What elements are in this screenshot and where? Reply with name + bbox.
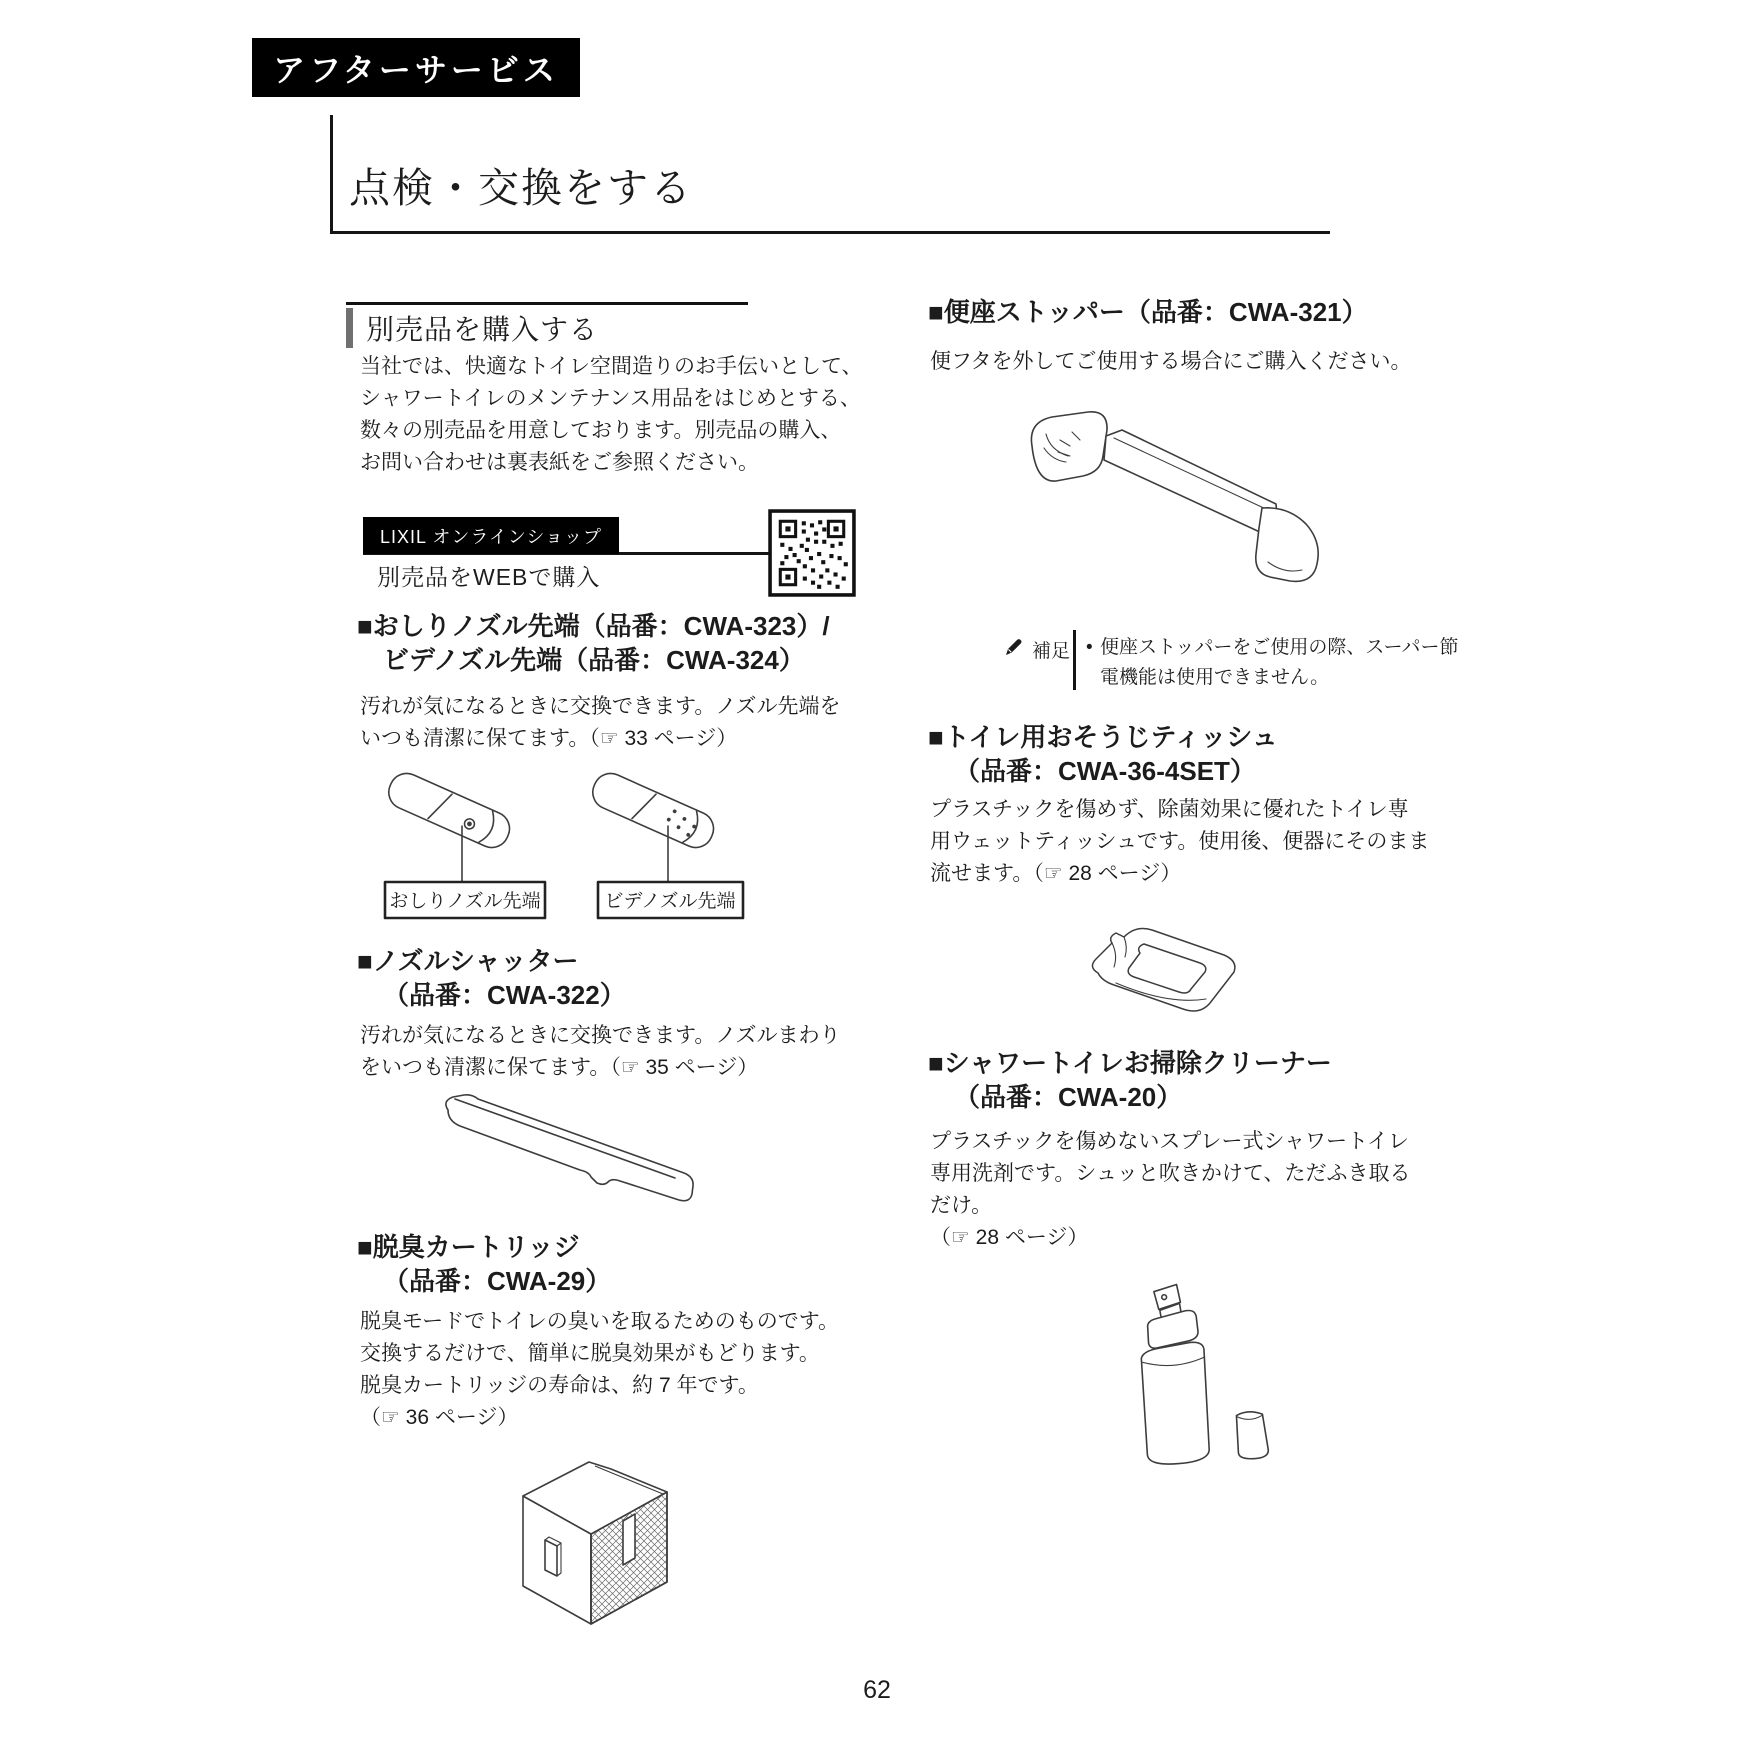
heading-line: （品番：CWA-322） xyxy=(383,980,626,1010)
text-line: 汚れが気になるときに交換できます。ノズルまわり xyxy=(360,1024,841,1047)
text-line: 交換するだけで、簡単に脱臭効果がもどります。 xyxy=(360,1342,820,1365)
heading-line: ■脱臭カートリッジ xyxy=(357,1232,580,1262)
text-line: お問い合わせは裏表紙をご参照ください。 xyxy=(360,451,759,474)
product-heading-tissue xyxy=(928,720,1278,788)
page-number: 62 xyxy=(863,1676,891,1704)
product-heading-nozzle-tips xyxy=(357,609,830,677)
nozzle-tips-body xyxy=(360,691,840,755)
pencil-icon xyxy=(1004,637,1024,657)
text-line: 数々の別売品を用意しております。別売品の購入、 xyxy=(360,419,842,442)
text-line: 電機能は使用できません。 xyxy=(1100,667,1330,688)
heading-line: ■ノズルシャッター xyxy=(357,946,579,976)
heading-line: （品番：CWA-29） xyxy=(383,1266,612,1296)
product-heading-seat-stopper xyxy=(928,295,1368,329)
heading-line: （品番：CWA-20） xyxy=(954,1082,1183,1112)
spray-bottle-illustration xyxy=(1088,1270,1298,1475)
nozzle-shutter-illustration xyxy=(428,1090,713,1212)
text-line: 用ウェットティッシュです。使用後、便器にそのまま xyxy=(930,830,1430,853)
text-line: をいつも清潔に保てます。（☞ 35 ページ） xyxy=(360,1056,759,1079)
text-line: いつも清潔に保てます。（☞ 33 ページ） xyxy=(360,727,738,750)
product-heading-deodorizer xyxy=(357,1230,611,1298)
tissue-body xyxy=(930,794,1429,890)
nozzle-tips-illustration xyxy=(360,766,800,926)
heading-line: ■おしりノズル先端（品番：CWA-323）/ xyxy=(357,611,830,641)
tissue-pack-illustration xyxy=(1078,913,1268,1028)
shop-caption: 別売品をWEBで購入 xyxy=(377,564,601,590)
purchase-intro xyxy=(360,351,863,479)
seat-stopper-body xyxy=(930,346,1412,378)
section-purchase-heading xyxy=(346,302,748,351)
text-line: （☞ 36 ページ） xyxy=(360,1406,519,1429)
lixil-shop-badge: LIXIL オンラインショップ xyxy=(363,517,619,554)
product-heading-nozzle-shutter xyxy=(357,944,626,1012)
qr-code-icon xyxy=(768,509,856,597)
section-heading-text: 別売品を購入する xyxy=(366,314,599,345)
text-line: 便フタを外してご使用する場合にご購入ください。 xyxy=(930,350,1412,373)
heading-line: ■トイレ用おそうじティッシュ xyxy=(928,722,1278,752)
title-rule xyxy=(330,231,1330,234)
heading-line: ■便座ストッパー（品番：CWA-321） xyxy=(928,297,1368,327)
heading-line: ビデノズル先端（品番：CWA-324） xyxy=(383,645,805,675)
chapter-tag: アフターサービス xyxy=(252,38,580,97)
cleaner-body xyxy=(930,1126,1410,1254)
text-line: 流せます。（☞ 28 ページ） xyxy=(930,862,1182,885)
text-line: 脱臭モードでトイレの臭いを取るためのものです。 xyxy=(360,1310,840,1333)
nozzle-label-right: ビデノズル先端 xyxy=(604,891,736,912)
text-line: 脱臭カートリッジの寿命は、約 7 年です。 xyxy=(360,1374,759,1397)
deodorizer-cartridge-illustration xyxy=(497,1436,702,1636)
text-line: 汚れが気になるときに交換できます。ノズル先端を xyxy=(360,695,841,718)
heading-line: ■シャワートイレお掃除クリーナー xyxy=(928,1048,1332,1078)
text-line: （☞ 28 ページ） xyxy=(930,1226,1089,1249)
product-heading-cleaner xyxy=(928,1046,1332,1114)
text-line: 当社では、快適なトイレ空間造りのお手伝いとして、 xyxy=(360,355,863,378)
nozzle-shutter-body xyxy=(360,1020,840,1084)
heading-line: （品番：CWA-36-4SET） xyxy=(954,756,1256,786)
text-line: だけ。 xyxy=(930,1194,993,1217)
text-line: プラスチックを傷めず、除菌効果に優れたトイレ専 xyxy=(930,798,1409,821)
note-divider xyxy=(1073,630,1076,690)
note-label: 補足 xyxy=(1032,641,1071,662)
note-bullet: • xyxy=(1086,637,1093,658)
section-accent-bar xyxy=(346,308,353,348)
text-line: 便座ストッパーをご使用の際、スーパー節 xyxy=(1100,637,1459,658)
page-title: 点検・交換をする xyxy=(349,165,693,211)
text-line: プラスチックを傷めないスプレー式シャワートイレ xyxy=(930,1130,1410,1153)
note-text xyxy=(1100,633,1459,693)
text-line: シャワートイレのメンテナンス用品をはじめとする、 xyxy=(360,387,861,410)
title-accent-bar xyxy=(330,115,333,233)
seat-stopper-illustration xyxy=(1000,396,1330,608)
deodorizer-body xyxy=(360,1306,839,1434)
nozzle-label-left: おしりノズル先端 xyxy=(389,891,541,912)
text-line: 専用洗剤です。シュッと吹きかけて、ただふき取る xyxy=(930,1162,1411,1185)
